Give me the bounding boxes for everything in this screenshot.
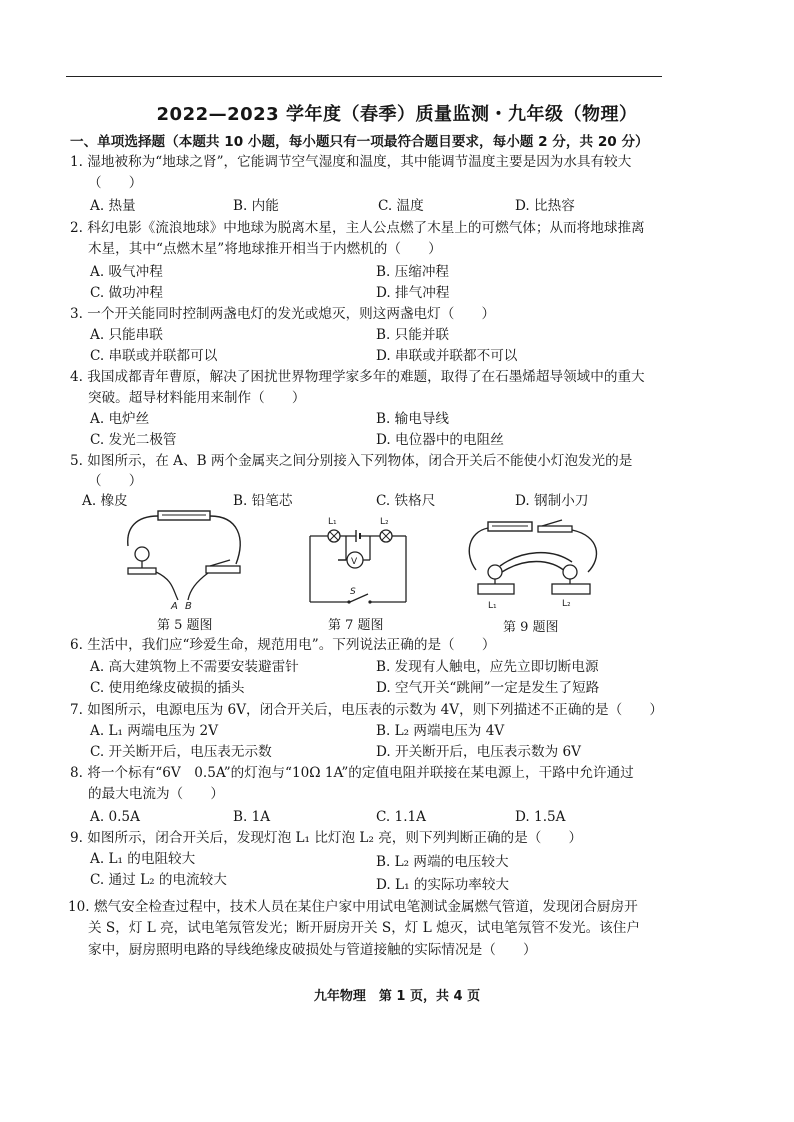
figure-5-circuit [118,508,258,612]
fig9-label-l1: L₁ [488,601,497,611]
q7-option-d: D. 开关断开后，电压表示数为 6V [376,744,581,760]
q2-option-c: C. 做功冲程 [90,285,163,301]
label-b: B [185,601,192,612]
fig7-label-v: V [351,557,358,567]
fig9-lamp-base-l1 [478,584,514,594]
q3-option-c: C. 串联或并联都可以 [90,348,218,364]
label-a: A [171,601,178,612]
question-6-line-1: 6. 生活中，我们应“珍爱生命，规范用电”。下列说法正确的是（ ） [70,637,496,653]
question-10-line-2: 关 S，灯 L 亮，试电笔氖管发光；断开厨房开关 S，灯 L 熄灭，试电笔氖管不发光。该住户 [88,920,640,936]
question-4-line-1: 4. 我国成都青年曹原，解决了困扰世界物理学家多年的难题，取得了在石墨烯超导领域中的重大 [70,369,645,385]
lamp-bulb [135,547,149,561]
question-10-line-1: 10. 燃气安全检查过程中，技术人员在某住户家中用试电笔测试金属燃气管道，发现闭合厨房开 [68,899,638,915]
q4-option-c: C. 发光二极管 [90,432,177,448]
q9-option-c: C. 通过 L₂ 的电流较大 [90,872,227,888]
q6-option-c: C. 使用绝缘皮破损的插头 [90,680,245,696]
q6-option-d: D. 空气开关“跳闸”一定是发生了短路 [376,680,600,696]
fig9-label-l2: L₂ [562,599,571,609]
q3-option-d: D. 串联或并联都不可以 [376,348,518,364]
fig9-lamp-base-l2 [552,584,590,594]
question-4-line-2: 突破。超导材料能用来制作（ ） [88,390,306,406]
question-3-line-1: 3. 一个开关能同时控制两盏电灯的发光或熄灭，则这两盏电灯（ ） [70,306,496,322]
figure-9-circuit [462,514,612,612]
question-1-line-1: 1. 湿地被称为“地球之肾”，它能调节空气湿度和温度，其中能调节温度主要是因为水具有较大 [70,154,632,170]
question-8-line-1: 8. 将一个标有“6V 0.5A”的灯泡与“10Ω 1A”的定值电阻并联接在某电源上，干路中允许通过 [70,765,634,781]
question-9-line-1: 9. 如图所示，闭合开关后，发现灯泡 L₁ 比灯泡 L₂ 亮，则下列判断正确的是（ ） [70,830,583,846]
q1-option-c: C. 温度 [378,198,424,214]
q5-option-c: C. 铁格尺 [376,493,436,509]
header-rule [66,76,662,77]
q5-option-b: B. 铅笔芯 [233,493,293,509]
q7-option-b: B. L₂ 两端电压为 4V [376,723,505,739]
q6-option-b: B. 发现有人触电，应先立即切断电源 [376,659,599,675]
page-footer: 九年物理 第 1 页，共 4 页 [313,989,481,1004]
q8-option-d: D. 1.5A [515,809,566,825]
fig7-label-s: S [350,587,356,597]
q4-option-d: D. 电位器中的电阻丝 [376,432,504,448]
section-heading: 一、单项选择题（本题共 10 小题，每小题只有一项最符合题目要求，每小题 2 分，共 20 分） [70,134,649,150]
q4-option-a: A. 电炉丝 [90,411,150,427]
fig7-label-l2: L₂ [380,517,389,527]
q8-option-b: B. 1A [233,809,271,825]
q5-option-a: A. 橡皮 [82,493,128,509]
q8-option-a: A. 0.5A [90,809,140,825]
fig9-lamp-l2 [563,565,577,579]
figure-7-caption: 第 7 题图 [328,618,384,633]
q6-option-a: A. 高大建筑物上不需要安装避雷针 [90,659,299,675]
question-1-line-2: （ ） [88,175,143,191]
q2-option-a: A. 吸气冲程 [90,264,163,280]
question-2-line-2: 木星，其中“点燃木星”将地球推开相当于内燃机的（ ） [88,241,442,257]
q5-option-d: D. 钢制小刀 [515,493,589,509]
switch-base [206,566,240,573]
q7-option-c: C. 开关断开后，电压表无示数 [90,744,272,760]
figure-5-caption: 第 5 题图 [157,618,213,633]
figure-7-circuit [300,510,420,612]
question-5-line-1: 5. 如图所示，在 A、B 两个金属夹之间分别接入下列物体，闭合开关后不能使小灯泡发光的是 [70,453,633,469]
question-8-line-2: 的最大电流为（ ） [88,786,224,802]
fig7-label-l1: L₁ [328,517,337,527]
q1-option-a: A. 热量 [90,198,136,214]
lamp-base [128,568,156,574]
q3-option-a: A. 只能串联 [90,327,163,343]
q8-option-c: C. 1.1A [376,809,426,825]
fig9-switch-base [538,526,572,532]
q9-option-d: D. L₁ 的实际功率较大 [376,877,510,893]
q2-option-b: B. 压缩冲程 [376,264,450,280]
q7-option-a: A. L₁ 两端电压为 2V [90,723,219,739]
q9-option-b: B. L₂ 两端的电压较大 [376,854,509,870]
question-10-line-3: 家中，厨房照明电路的导线绝缘皮破损处与管道接触的实际情况是（ ） [88,942,537,958]
q4-option-b: B. 输电导线 [376,411,450,427]
figure-9-caption: 第 9 题图 [503,620,559,635]
fig9-lamp-l1 [488,565,502,579]
q1-option-b: B. 内能 [233,198,279,214]
question-5-line-2: （ ） [88,473,143,489]
exam-title: 2022—2023 学年度（春季）质量监测・九年级（物理） [156,104,638,125]
q2-option-d: D. 排气冲程 [376,285,450,301]
q1-option-d: D. 比热容 [515,198,575,214]
question-7-line-1: 7. 如图所示，电源电压为 6V，闭合开关后，电压表的示数为 4V，则下列描述不正确的是（ ） [70,702,664,718]
question-2-line-1: 2. 科幻电影《流浪地球》中地球为脱离木星，主人公点燃了木星上的可燃气体；从而将地球推离 [70,220,645,236]
q3-option-b: B. 只能并联 [376,327,450,343]
q9-option-a: A. L₁ 的电阻较大 [90,851,196,867]
